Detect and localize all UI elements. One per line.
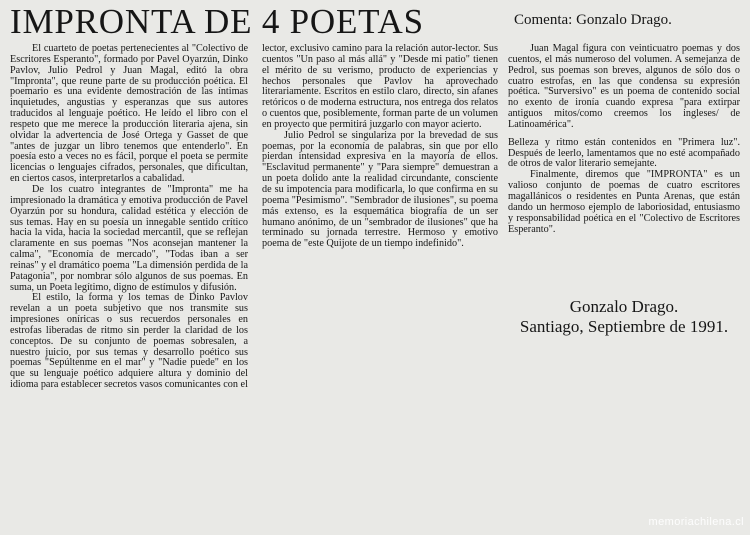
paragraph: El cuarteto de poetas pertenecientes al "Colectivo de Escritores Esperanto", formado por Pavel Oyarzún, Dinko Pavlov, Julio Pedrol y Juan Magal, editó la obra "Impronta", que reune parte de su producción poética. El poemario es una evidente demostración de las íntimas inquietudes, angustias y esperanzas que sus autores traducidos al lenguaje poético. He leído el libro con el respeto que me merece la producción literaria ajena, sin olvidar la advertencia de José Ortega y Gasset de que "antes de juzgar un libro tenemos que entenderlo". En poesía esto a veces no es fácil, porque el poeta se permite licencias o lenguajes cifrados, personales, que dificultan, en ciertos casos, interpretarlos a cabalidad. <box>10 43 248 185</box>
paragraph: lector, exclusivo camino para la relación autor-lector. Sus cuentos "Un paso al más allá" y "Desde mi patio" tienen el mérito de su verismo, producto de experiencias y hechos personales que Pavlov ha aprovechado literariamente. Escritos en estilo claro, directo, sin afanes retóricos o de moderna estructura, nos entrega dos relatos o cuentos que, posiblemente, forman parte de un volumen en proyecto que permitirá juzgarlo con mayor acierto. <box>262 43 498 130</box>
paragraph: El estilo, la forma y los temas de Dinko Pavlov revelan a un poeta subjetivo que nos transmite sus impresiones oníricas o sus recuerdos personales en estrofas liberadas de ritmo sin perder la claridad de los conceptos. De su conjunto de poemas sobresalen, a nuestro juicio, por sus temas y desarrollo poético sus poemas "Sepúltenme en el mar" y "Nadie puede" en los que su lenguaje poético adquiere altura y dominio del idioma para establecer secretos vasos comunicantes con el <box>10 292 248 391</box>
article-byline: Comenta: Gonzalo Drago. <box>514 12 672 28</box>
article-signature <box>508 297 740 337</box>
paragraph: Belleza y ritmo están contenidos en "Primera luz". Después de leerlo, lamentamos que no esté acompañado de otros de valor literario semejante. <box>508 136 740 170</box>
signature-place-date: Santiago, Septiembre de 1991. <box>519 317 729 336</box>
paragraph: De los cuatro integrantes de "Impronta" me ha impresionado la dramática y emotiva producción de Pavel Oyarzún por su hondura, calidad estética y elección de sus temas. Hay en su poesía un innegable sentido crítico hacia la vida, hacia la sociedad mercantil, que se reflejan claramente en sus poemas "Nos aconsejan mantener la calma", "Economía de mercado", "Todas iban a ser reinas" y el dramático poema "La dimensión perdida de la Patagonia", por nombrar sólo algunos de sus poemas. En suma, un Poeta legítimo, digno de estímulos y difusión. <box>10 183 248 293</box>
article-title: IMPRONTA DE 4 POETAS <box>10 2 424 41</box>
article-column-2 <box>262 44 498 250</box>
paragraph: Julio Pedrol se singulariza por la brevedad de sus poemas, por la economía de palabras, sin que por ello pierdan intensidad expresiva en la mayoría de ellos. "Esclavitud permanente" y "Para siempre" demuestran a un poeta dolido ante la realidad circundante, consciente de su impotencia para modificarla, lo que confirma en su poema "Pesimismo". "Sembrador de ilusiones", su poema más extenso, es la esquemática biografía de un ser humano anónimo, de un "sembrador de ilusiones" que ha terminado su jornada terrestre. Hermoso y emotivo poema de "este Quijote de un tiempo indefinido". <box>262 129 498 250</box>
article-column-3 <box>508 44 740 235</box>
article-column-1 <box>10 44 248 391</box>
watermark: memoriachilena.cl <box>648 516 744 528</box>
paragraph: Juan Magal figura con veinticuatro poemas y dos cuentos, el más numeroso del volumen. A semejanza de Pedrol, sus poemas son breves, algunos de sólo dos o cuatro estrofas, en las que condensa su expresión poética. "Surversivo" es un poema de contenido social no exento de ironía cuando expresa "para extirpar antiguos mitos/como creemos los ingleses/ de Latinoamérica". <box>508 43 740 130</box>
signature-name: Gonzalo Drago. <box>569 297 679 316</box>
paragraph: Finalmente, diremos que "IMPRONTA" es un valioso conjunto de poemas de cuatro escritores magallánicos o residentes en Punta Arenas, que están dando un hermoso ejemplo de laboriosidad, entusiasmo y responsabilidad poética en el "Colectivo de Escritores Esperanto". <box>508 169 740 235</box>
